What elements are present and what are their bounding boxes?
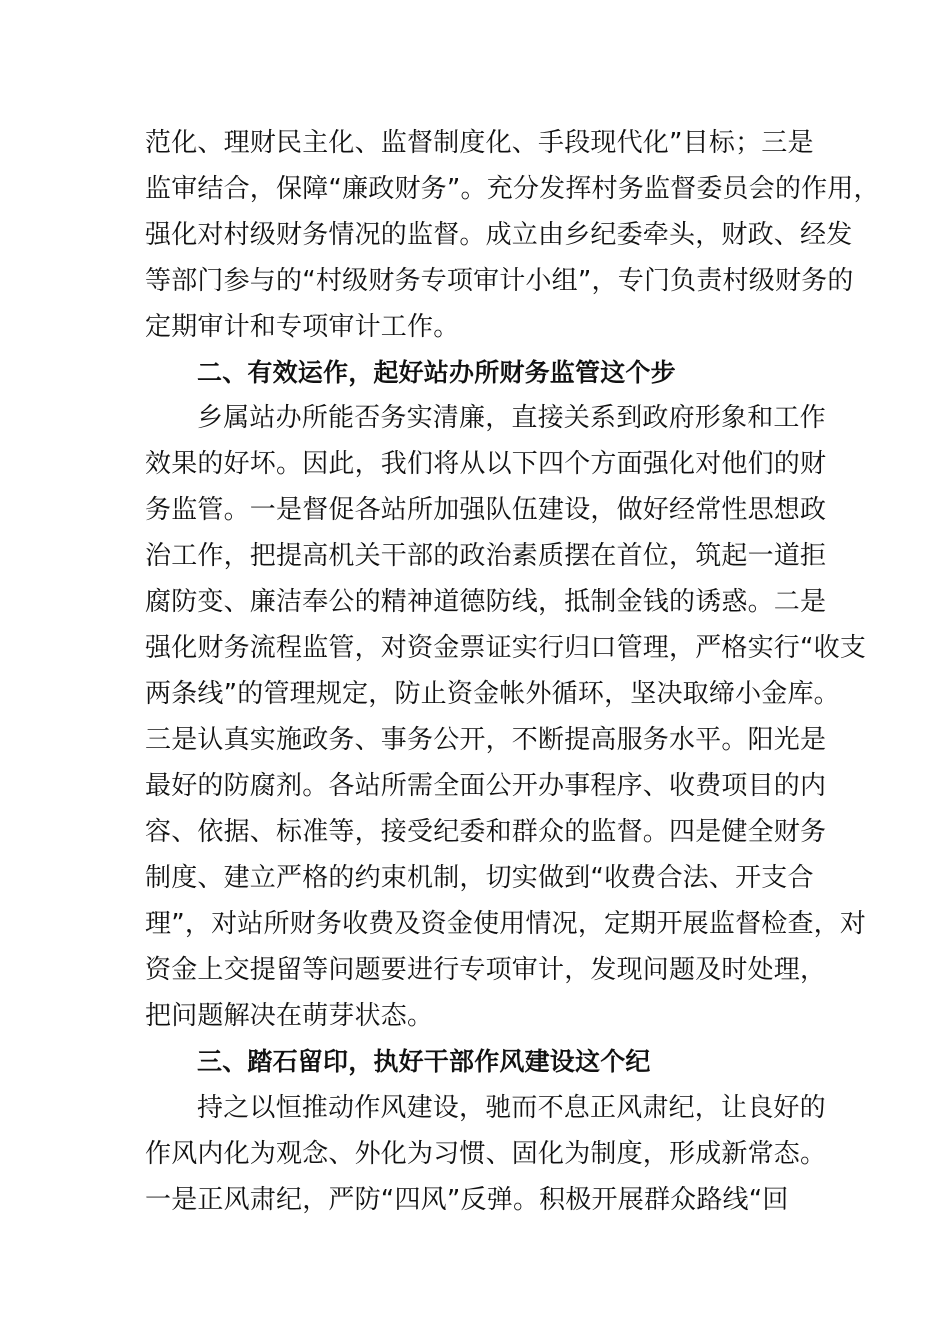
text-line: 监审结合，保障“廉政财务”。充分发挥村务监督委员会的作用， [145,174,880,204]
text-line: 效果的好坏。因此，我们将从以下四个方面强化对他们的财 [145,449,827,479]
text-line: 强化对村级财务情况的监督。成立由乡纪委牵头，财政、经发 [145,220,853,250]
text-line: 等部门参与的“村级财务专项审计小组”，专门负责村级财务的 [145,266,854,296]
text-line: 务监管。一是督促各站所加强队伍建设，做好经常性思想政 [145,495,827,525]
text-line: 把问题解决在萌芽状态。 [145,1001,434,1031]
paragraph-start: 持之以恒推动作风建设，驰而不息正风肃纪，让良好的 [197,1093,826,1123]
text-line: 两条线”的管理规定，防止资金帐外循环，坚决取缔小金库。 [145,679,840,709]
text-line: 一是正风肃纪，严防“四风”反弹。积极开展群众路线“回 [145,1185,789,1215]
text-line: 最好的防腐剂。各站所需全面公开办事程序、收费项目的内 [145,771,827,801]
section-heading-3: 三、踏石留印，执好干部作风建设这个纪 [197,1047,651,1076]
text-line: 强化财务流程监管，对资金票证实行归口管理，严格实行“收支 [145,633,867,663]
text-line: 理”，对站所财务收费及资金使用情况，定期开展监督检查，对 [145,909,867,939]
text-line: 作风内化为观念、外化为习惯、固化为制度，形成新常态。 [145,1139,827,1169]
text-line: 容、依据、标准等，接受纪委和群众的监督。四是健全财务 [145,817,827,847]
text-line: 三是认真实施政务、事务公开，不断提高服务水平。阳光是 [145,725,827,755]
text-line: 定期审计和专项审计工作。 [145,312,460,342]
text-line: 腐防变、廉洁奉公的精神道德防线，抵制金钱的诱惑。二是 [145,587,827,617]
text-line: 范化、理财民主化、监督制度化、手段现代化”目标；三是 [145,128,814,158]
text-line: 资金上交提留等问题要进行专项审计，发现问题及时处理， [145,955,827,985]
text-line: 治工作，把提高机关干部的政治素质摆在首位，筑起一道拒 [145,541,827,571]
paragraph-start: 乡属站办所能否务实清廉，直接关系到政府形象和工作 [197,403,826,433]
section-heading-2: 二、有效运作，起好站办所财务监管这个步 [197,358,676,387]
text-line: 制度、建立严格的约束机制，切实做到“收费合法、开支合 [145,863,814,893]
